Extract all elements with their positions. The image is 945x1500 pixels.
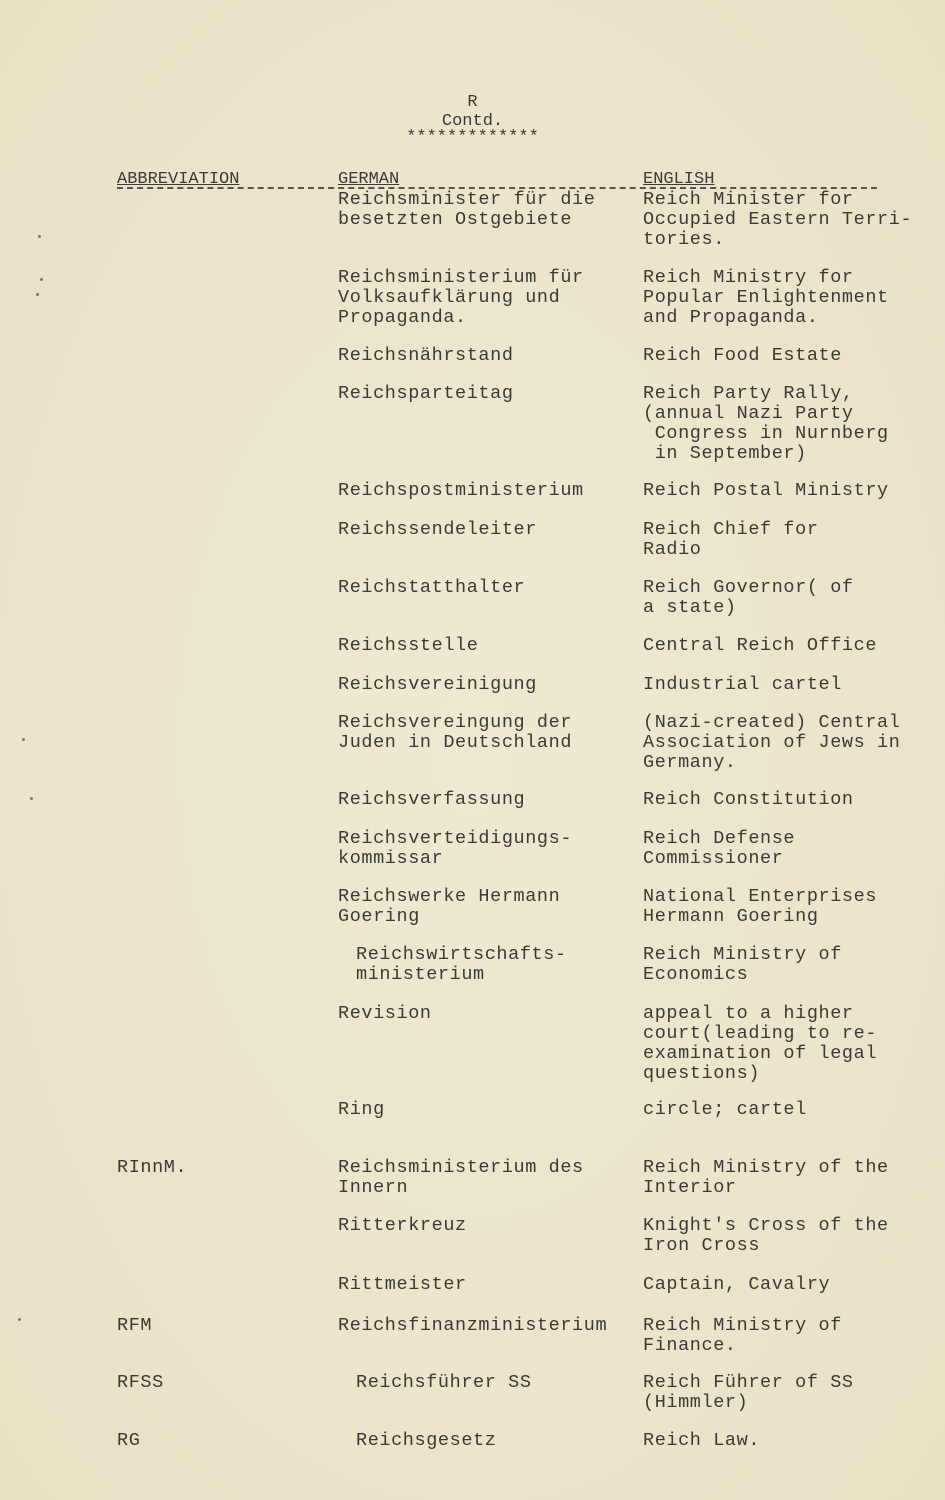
entry-german: Reichsvereinigung bbox=[338, 674, 537, 695]
entry-german: Revision bbox=[338, 1003, 432, 1024]
entry-abbreviation: RG bbox=[117, 1430, 141, 1451]
entry-english: Reich Constitution bbox=[643, 789, 854, 810]
entry-english: Reich Defense Commissioner bbox=[643, 828, 796, 869]
entry-english: Reich Führer of SS (Himmler) bbox=[643, 1372, 854, 1413]
entry-german: Reichsministerium des Innern bbox=[338, 1157, 584, 1198]
entry-german: Reichsvereingung der Juden in Deutschland bbox=[338, 712, 573, 753]
column-header-english: ENGLISH bbox=[643, 170, 715, 189]
entry-german: Reichsparteitag bbox=[338, 383, 514, 404]
entry-german: Reichsverfassung bbox=[338, 789, 526, 810]
entry-english: National Enterprises Hermann Goering bbox=[643, 886, 878, 927]
entry-english: circle; cartel bbox=[643, 1099, 807, 1120]
entry-english: Reich Food Estate bbox=[643, 345, 842, 366]
entry-english: Reich Ministry for Popular Enlightenment and Propaganda. bbox=[643, 267, 889, 328]
margin-speck bbox=[18, 1318, 21, 1321]
entry-german: Reichsministerium für Volksaufklärung und Propaganda. bbox=[338, 267, 584, 328]
entry-english: Central Reich Office bbox=[643, 635, 878, 656]
entry-german: Reichsfinanzministerium bbox=[338, 1315, 608, 1336]
entry-german: Reichswerke Hermann Goering bbox=[338, 886, 561, 927]
entry-german: Rittmeister bbox=[338, 1274, 467, 1295]
entry-english: Reich Ministry of Economics bbox=[643, 944, 842, 985]
entry-english: Captain, Cavalry bbox=[643, 1274, 831, 1295]
entry-german: Reichsführer SS bbox=[356, 1372, 532, 1393]
entry-english: Reich Party Rally, (annual Nazi Party Congress in Nurnberg in September) bbox=[643, 383, 889, 464]
entry-german: Ring bbox=[338, 1099, 385, 1120]
entry-german: Reichstatthalter bbox=[338, 577, 526, 598]
margin-speck bbox=[22, 738, 25, 741]
entry-german: Reichswirtschafts- ministerium bbox=[356, 944, 567, 985]
entry-english: Industrial cartel bbox=[643, 674, 842, 695]
entry-english: Reich Postal Ministry bbox=[643, 480, 889, 501]
entry-english: Reich Ministry of the Interior bbox=[643, 1157, 889, 1198]
entry-german: Reichsverteidigungs- kommissar bbox=[338, 828, 573, 869]
margin-speck bbox=[38, 235, 41, 238]
margin-speck bbox=[40, 278, 43, 281]
entry-german: Reichsstelle bbox=[338, 635, 479, 656]
entry-english: Reich Governor( of a state) bbox=[643, 577, 854, 618]
entry-english: Reich Ministry of Finance. bbox=[643, 1315, 842, 1356]
entry-german: Ritterkreuz bbox=[338, 1215, 467, 1236]
entry-abbreviation: RFSS bbox=[117, 1372, 164, 1393]
section-letter: R bbox=[467, 93, 478, 112]
entry-german: Reichssendeleiter bbox=[338, 519, 537, 540]
entry-english: appeal to a higher court(leading to re- examination of legal questions) bbox=[643, 1003, 878, 1084]
margin-speck bbox=[36, 293, 39, 296]
entry-abbreviation: RInnM. bbox=[117, 1157, 188, 1178]
section-stars: ************* bbox=[406, 128, 539, 147]
entry-german: Reichsminister für die besetzten Ostgebiete bbox=[338, 189, 596, 230]
entry-german: Reichsgesetz bbox=[356, 1430, 497, 1451]
column-header-abbreviation: ABBREVIATION bbox=[117, 170, 240, 189]
section-subtitle: Contd. bbox=[441, 112, 504, 131]
margin-speck bbox=[30, 797, 33, 800]
entry-german: Reichsnährstand bbox=[338, 345, 514, 366]
entry-english: (Nazi-created) Central Association of Jews in Germany. bbox=[643, 712, 901, 773]
entry-german: Reichspostministerium bbox=[338, 480, 584, 501]
entry-english: Reich Law. bbox=[643, 1430, 761, 1451]
entry-english: Knight's Cross of the Iron Cross bbox=[643, 1215, 889, 1256]
entry-english: Reich Minister for Occupied Eastern Terri- tories. bbox=[643, 189, 913, 250]
entry-english: Reich Chief for Radio bbox=[643, 519, 819, 560]
entry-abbreviation: RFM bbox=[117, 1315, 153, 1336]
column-header-german: GERMAN bbox=[338, 170, 400, 189]
